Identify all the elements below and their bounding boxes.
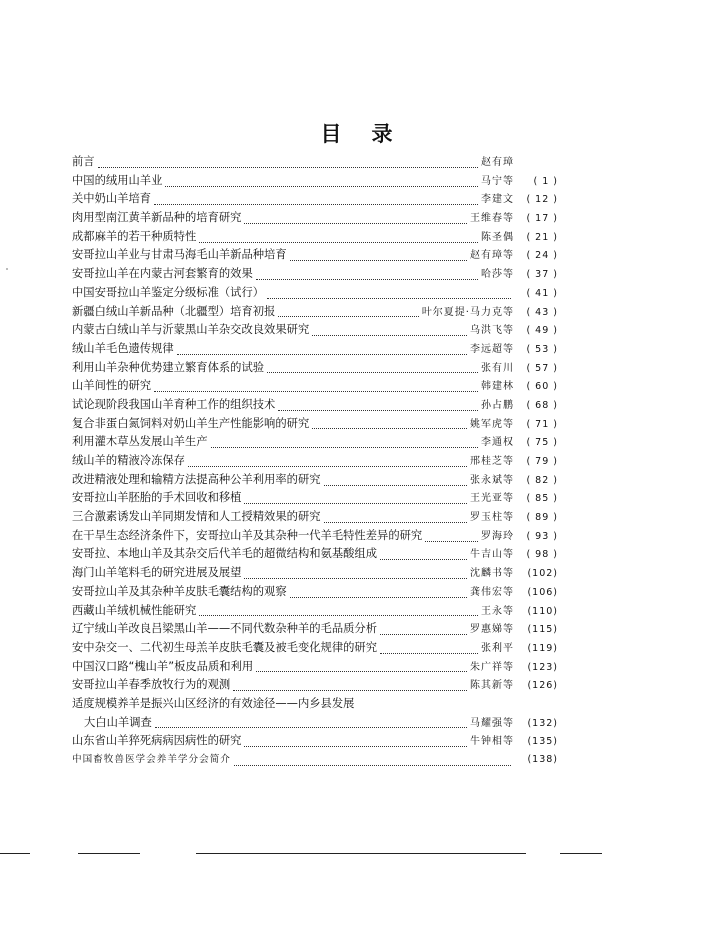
toc-entry — [72, 489, 558, 508]
dot-leader — [425, 531, 478, 542]
toc-entry-page: ( 93 ) — [526, 530, 558, 542]
toc-entry-page: (106) — [527, 586, 558, 598]
toc-entry-title: 安哥拉、本地山羊及其杂交后代羊毛的超微结构和氨基酸组成 — [72, 547, 378, 561]
toc-entry-title: 中国安哥拉山羊鉴定分级标准（试行） — [72, 285, 265, 299]
toc-entry-author: 张利平 — [481, 642, 514, 654]
dot-leader — [267, 288, 511, 299]
toc-entry — [72, 415, 558, 434]
toc-entry-author: 沈麟书等 — [470, 568, 514, 580]
toc-entry-page: (132) — [527, 717, 558, 729]
toc-entry-page: ( 37 ) — [526, 269, 558, 281]
toc-entry — [72, 190, 558, 209]
toc-entry — [72, 545, 558, 564]
toc-entry-page: ( 89 ) — [526, 512, 558, 524]
toc-entry-title: 新疆白绒山羊新品种（北疆型）培育初报 — [72, 304, 276, 318]
toc-entry-author: 叶尔夏提·马力克等 — [421, 306, 514, 318]
toc-entry — [72, 714, 558, 733]
toc-entry-author: 牛钟相等 — [470, 736, 514, 748]
toc-entry-author: 罗玉柱等 — [470, 512, 514, 524]
toc-entry-author: 牛吉山等 — [470, 549, 514, 561]
toc-entry-title: 安哥拉山羊胚胎的手术回收和移植 — [72, 491, 242, 505]
toc-entry-title: 利用山羊杂种优势建立繁育体系的试验 — [72, 360, 265, 374]
dot-leader — [324, 512, 467, 523]
toc-entry-page: ( 82 ) — [526, 474, 558, 486]
toc-entry-page: (115) — [527, 624, 558, 636]
toc-entry — [72, 527, 558, 546]
toc-entry — [72, 676, 558, 695]
dot-leader — [177, 344, 467, 355]
toc-entry — [72, 508, 558, 527]
toc-entry-title: 安中杂交一、二代初生母羔羊皮肤毛囊及被毛变化规律的研究 — [72, 640, 378, 654]
dot-leader — [357, 699, 511, 709]
toc-entry-page: ( 98 ) — [526, 549, 558, 561]
toc-entry-page: ( 12 ) — [526, 194, 558, 206]
dot-leader — [244, 736, 467, 747]
toc-entry — [72, 377, 558, 396]
dot-leader — [312, 418, 467, 429]
toc-entry-author: 罗海玲 — [481, 530, 514, 542]
toc-entry — [72, 639, 558, 658]
toc-entry-author: 龚伟宏等 — [470, 586, 514, 598]
toc-entry — [72, 396, 558, 415]
toc-entry — [72, 658, 558, 677]
scan-speck — [6, 268, 8, 270]
dot-leader — [380, 624, 467, 635]
dot-leader — [290, 587, 467, 598]
toc-entry-author: 李通权 — [481, 437, 514, 449]
toc-entry-page: ( 68 ) — [526, 399, 558, 411]
dot-leader — [380, 549, 467, 560]
toc-entry-title: 复合非蛋白氮饲料对奶山羊生产性能影响的研究 — [72, 416, 310, 430]
toc-entry — [72, 246, 558, 265]
toc-entry-author: 李远超等 — [470, 343, 514, 355]
toc-entry-page: (123) — [527, 661, 558, 673]
toc-entry-title: 肉用型南江黄羊新品种的培育研究 — [72, 211, 242, 225]
dot-leader — [154, 381, 478, 392]
dot-leader — [155, 717, 467, 728]
toc-entry-title: 成都麻羊的若干种质特性 — [72, 229, 197, 243]
toc-entry — [72, 340, 558, 359]
toc-entry-author: 哈莎等 — [481, 269, 514, 281]
toc-entry-author: 韩建林 — [481, 381, 514, 393]
dot-leader — [244, 213, 467, 224]
toc-entry — [72, 452, 558, 471]
toc-entry-author: 乌洪飞等 — [470, 325, 514, 337]
toc-entry-title: 绒山羊的精液冷冻保存 — [72, 454, 185, 467]
toc-entry-title: 辽宁绒山羊改良吕梁黑山羊——不同代数杂种羊的毛品质分析 — [72, 622, 378, 636]
toc-entry-title: 三合激素诱发山羊同期发情和人工授精效果的研究 — [72, 510, 321, 524]
dot-leader — [256, 269, 478, 280]
toc-entry-author: 孙占鹏 — [481, 399, 514, 411]
toc-entry — [72, 359, 558, 378]
toc-entry — [72, 583, 558, 602]
toc-entry-page: ( 85 ) — [526, 493, 558, 505]
dot-leader — [199, 605, 478, 616]
toc-entry-title: 关中奶山羊培育 — [72, 192, 152, 206]
toc-entry-page: ( 43 ) — [526, 306, 558, 318]
bottom-rule-segment — [560, 853, 602, 854]
toc-entry — [72, 564, 558, 583]
toc-entry-title: 安哥拉山羊春季放牧行为的观测 — [72, 678, 231, 692]
toc-entry-title: 安哥拉山羊在内蒙古河套繁育的效果 — [72, 267, 253, 281]
toc-entry-page: (138) — [527, 754, 558, 765]
toc-entry-page: ( 17 ) — [526, 213, 558, 225]
toc-entry-author: 邢桂芝等 — [470, 456, 514, 467]
toc-entry-title: 适度规模养羊是振兴山区经济的有效途径——内乡县发展 — [72, 696, 355, 710]
dot-leader — [278, 400, 478, 411]
toc-entry-title: 山东省山羊猝死病病因病性的研究 — [72, 734, 242, 748]
dot-leader — [290, 250, 467, 261]
toc-entry-author: 李建文 — [481, 194, 514, 206]
toc-entry — [72, 433, 558, 452]
toc-entry-author: 王永等 — [481, 605, 514, 617]
toc-entry-author: 赵有璋 — [481, 157, 514, 168]
toc-entry-author: 王维春等 — [470, 213, 514, 225]
dot-leader — [199, 232, 478, 243]
toc-entry-author: 陈圣偶 — [481, 231, 514, 243]
toc-entry-title: 试论现阶段我国山羊育种工作的组织技术 — [72, 397, 276, 411]
toc-entry — [72, 153, 558, 172]
toc-entry-author: 罗惠娣等 — [470, 624, 514, 636]
toc-entry-page: (119) — [527, 642, 558, 654]
toc-entry-page: ( 21 ) — [526, 231, 558, 243]
toc-entry-page: ( 60 ) — [526, 381, 558, 393]
toc-entry — [72, 321, 558, 340]
dot-leader — [98, 157, 478, 168]
toc-entry-author: 姚军虎等 — [470, 418, 514, 430]
toc-entry-page: (126) — [527, 680, 558, 692]
toc-entry-author: 赵有璋等 — [470, 250, 514, 262]
toc-entry-page: ( 1 ) — [533, 175, 558, 187]
dot-leader — [380, 643, 478, 654]
toc-entry-title: 中国畜牧兽医学会养羊学分会简介 — [72, 754, 231, 765]
dot-leader — [211, 437, 478, 448]
toc-entry — [72, 695, 558, 714]
toc-entry-title: 安哥拉山羊及其杂种羊皮肤毛囊结构的观察 — [72, 584, 287, 598]
toc-entry-title: 在干旱生态经济条件下，安哥拉山羊及其杂种一代羊毛特性差异的研究 — [72, 528, 423, 542]
dot-leader — [312, 325, 467, 336]
toc-entry-page: ( 57 ) — [526, 362, 558, 374]
toc-entry-title: 山羊间性的研究 — [72, 379, 152, 393]
toc-entry — [72, 620, 558, 639]
dot-leader — [165, 176, 478, 187]
toc-entry-author: 马耀强等 — [470, 717, 514, 729]
toc-entry-author: 马宁等 — [481, 175, 514, 187]
toc-entry-title: 大白山羊调查 — [84, 715, 152, 729]
toc-entry-page: (110) — [527, 605, 558, 617]
toc-entry-title: 绒山羊毛色遗传规律 — [72, 341, 174, 355]
dot-leader — [256, 661, 467, 672]
toc-entry-title: 安哥拉山羊业与甘肃马海毛山羊新品种培育 — [72, 248, 287, 262]
toc-entry-title: 海门山羊笔料毛的研究进展及展望 — [72, 566, 242, 580]
toc-entry-title: 西藏山羊绒机械性能研究 — [72, 603, 197, 617]
toc-entry — [72, 303, 558, 322]
dot-leader — [188, 456, 467, 467]
table-of-contents — [72, 153, 558, 770]
toc-entry-title: 内蒙古白绒山羊与沂蒙黑山羊杂交改良效果研究 — [72, 323, 310, 337]
toc-entry — [72, 751, 558, 770]
dot-leader — [244, 493, 467, 504]
toc-entry — [72, 265, 558, 284]
toc-entry-page: ( 41 ) — [526, 287, 558, 299]
dot-leader — [154, 194, 478, 205]
toc-entry-page: ( 24 ) — [526, 250, 558, 262]
toc-entry-author: 陈其新等 — [470, 680, 514, 692]
toc-entry-page: ( 49 ) — [526, 325, 558, 337]
toc-entry-title: 中国汉口路“槐山羊”板皮品质和利用 — [72, 659, 254, 673]
toc-entry-page: ( 75 ) — [526, 437, 558, 449]
bottom-rule-segment — [196, 853, 526, 854]
toc-entry-author: 朱广祥等 — [470, 661, 514, 673]
dot-leader — [324, 475, 467, 486]
dot-leader — [233, 680, 467, 691]
bottom-rule-segment — [0, 853, 30, 854]
page-title: 目录 — [320, 121, 423, 146]
dot-leader — [234, 755, 511, 766]
toc-entry — [72, 602, 558, 621]
toc-entry-page: ( 79 ) — [526, 456, 558, 467]
toc-entry-title: 利用灌木草丛发展山羊生产 — [72, 435, 208, 449]
toc-entry — [72, 471, 558, 490]
toc-entry — [72, 732, 558, 751]
toc-entry-page: ( 53 ) — [526, 343, 558, 355]
toc-entry — [72, 284, 558, 303]
bottom-rule-segment — [78, 853, 140, 854]
toc-entry — [72, 209, 558, 228]
toc-entry-page: ( 71 ) — [526, 418, 558, 430]
toc-entry — [72, 172, 558, 191]
dot-leader — [278, 306, 418, 317]
dot-leader — [244, 568, 467, 579]
toc-entry — [72, 228, 558, 247]
toc-entry-title: 改进精液处理和输精方法提高种公羊利用率的研究 — [72, 472, 321, 486]
toc-entry-page: (102) — [527, 568, 558, 580]
toc-entry-page: (135) — [527, 736, 558, 748]
toc-entry-title: 中国的绒用山羊业 — [72, 173, 163, 187]
toc-entry-author: 张有川 — [481, 362, 514, 374]
toc-entry-title: 前言 — [72, 155, 95, 168]
toc-entry-author: 王光亚等 — [470, 493, 514, 505]
dot-leader — [267, 362, 478, 373]
toc-entry-author: 张永斌等 — [470, 474, 514, 486]
